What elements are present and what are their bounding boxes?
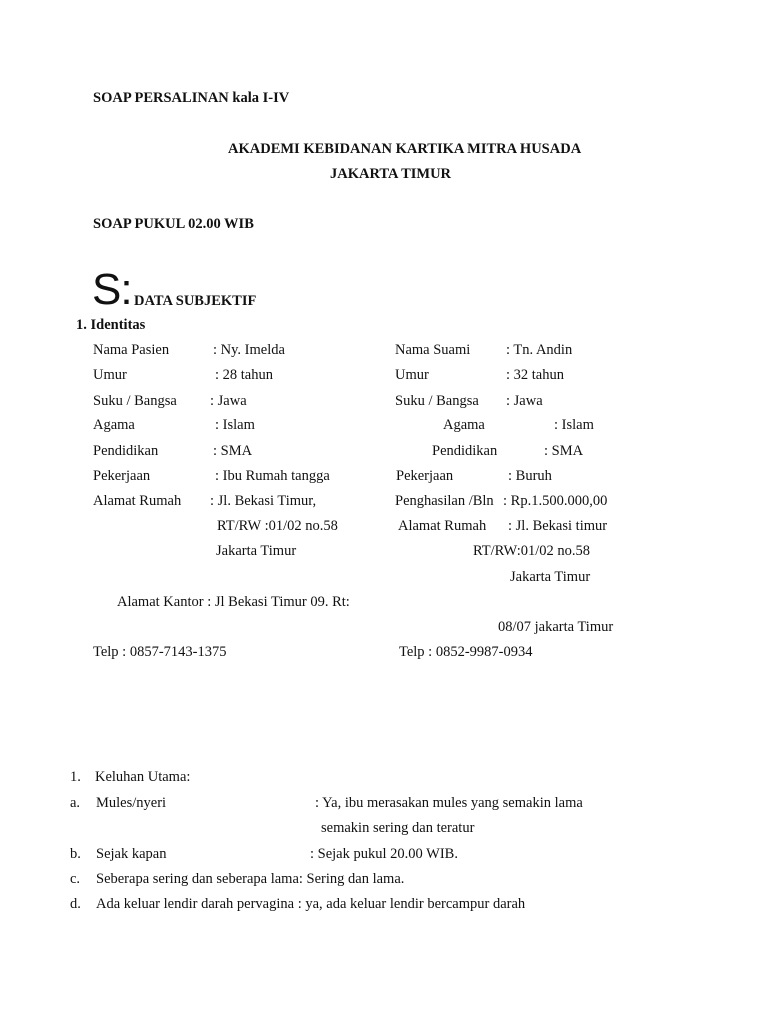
patient-name-value: : Ny. Imelda	[213, 342, 285, 358]
complaint-item-question: Sejak kapan	[96, 846, 167, 862]
patient-education-label: Pendidikan	[93, 443, 159, 459]
husband-job-label: Pekerjaan	[396, 468, 454, 484]
complaint-item-answer-continued: semakin sering dan teratur	[321, 820, 475, 836]
husband-address-label: Alamat Rumah	[398, 518, 487, 534]
patient-job-value: : Ibu Rumah tangga	[215, 468, 330, 484]
complaint-item-marker: c.	[70, 871, 81, 887]
husband-address-line3: Jakarta Timur	[510, 569, 591, 585]
section-letter-s: S:	[92, 265, 132, 314]
husband-income-value: : Rp.1.500.000,00	[503, 493, 608, 509]
husband-age-label: Umur	[395, 367, 429, 383]
section-heading: DATA SUBJEKTIF	[134, 293, 257, 309]
husband-phone: Telp : 0852-9987-0934	[399, 644, 533, 660]
husband-age-value: : 32 tahun	[506, 367, 564, 383]
patient-religion-label: Agama	[93, 417, 135, 433]
patient-address-label: Alamat Rumah	[93, 493, 182, 509]
husband-ethnic-value: : Jawa	[506, 393, 543, 409]
patient-office-line1: Alamat Kantor : Jl Bekasi Timur 09. Rt:	[117, 594, 350, 610]
complaint-item-text: Ada keluar lendir darah pervagina : ya, ada keluar lendir bercampur darah	[96, 896, 526, 912]
husband-address-line1: : Jl. Bekasi timur	[508, 518, 608, 534]
patient-address-line1: : Jl. Bekasi Timur,	[210, 493, 317, 509]
patient-age-label: Umur	[93, 367, 127, 383]
complaint-item-answer: : Ya, ibu merasakan mules yang semakin lama	[315, 795, 583, 811]
patient-education-value: : SMA	[213, 443, 253, 459]
patient-address-line2: RT/RW :01/02 no.58	[217, 518, 338, 534]
husband-address-line2: RT/RW:01/02 no.58	[473, 543, 591, 559]
complaint-item-marker: b.	[70, 846, 81, 862]
complaint-item-question: Mules/nyeri	[96, 795, 167, 811]
document-title: SOAP PERSALINAN kala I-IV	[93, 90, 290, 106]
complaint-number: 1.	[70, 769, 81, 785]
complaint-item-text: Seberapa sering dan seberapa lama: Sering dan lama.	[96, 871, 405, 887]
patient-address-line3: Jakarta Timur	[216, 543, 297, 559]
husband-education-value: : SMA	[544, 443, 584, 459]
husband-religion-value: : Islam	[554, 417, 594, 433]
patient-ethnic-label: Suku / Bangsa	[93, 393, 177, 409]
husband-ethnic-label: Suku / Bangsa	[395, 393, 479, 409]
husband-religion-label: Agama	[443, 417, 485, 433]
institution-name: AKADEMI KEBIDANAN KARTIKA MITRA HUSADA	[228, 141, 582, 157]
patient-phone: Telp : 0857-7143-1375	[93, 644, 227, 660]
office-address-line2: 08/07 jakarta Timur	[498, 619, 614, 635]
husband-education-label: Pendidikan	[432, 443, 498, 459]
husband-income-label: Penghasilan /Bln	[395, 493, 494, 509]
husband-name-value: : Tn. Andin	[506, 342, 573, 358]
patient-religion-value: : Islam	[215, 417, 255, 433]
complaint-item-marker: a.	[70, 795, 81, 811]
husband-name-label: Nama Suami	[395, 342, 471, 358]
husband-job-value: : Buruh	[508, 468, 552, 484]
patient-ethnic-value: : Jawa	[210, 393, 247, 409]
institution-city: JAKARTA TIMUR	[330, 166, 452, 182]
complaint-item-answer: : Sejak pukul 20.00 WIB.	[310, 846, 458, 862]
time-heading: SOAP PUKUL 02.00 WIB	[93, 216, 254, 232]
complaint-heading: Keluhan Utama:	[95, 769, 191, 785]
patient-age-value: : 28 tahun	[215, 367, 273, 383]
identity-heading: 1. Identitas	[76, 317, 146, 333]
patient-job-label: Pekerjaan	[93, 468, 151, 484]
complaint-item-marker: d.	[70, 896, 81, 912]
patient-name-label: Nama Pasien	[93, 342, 170, 358]
